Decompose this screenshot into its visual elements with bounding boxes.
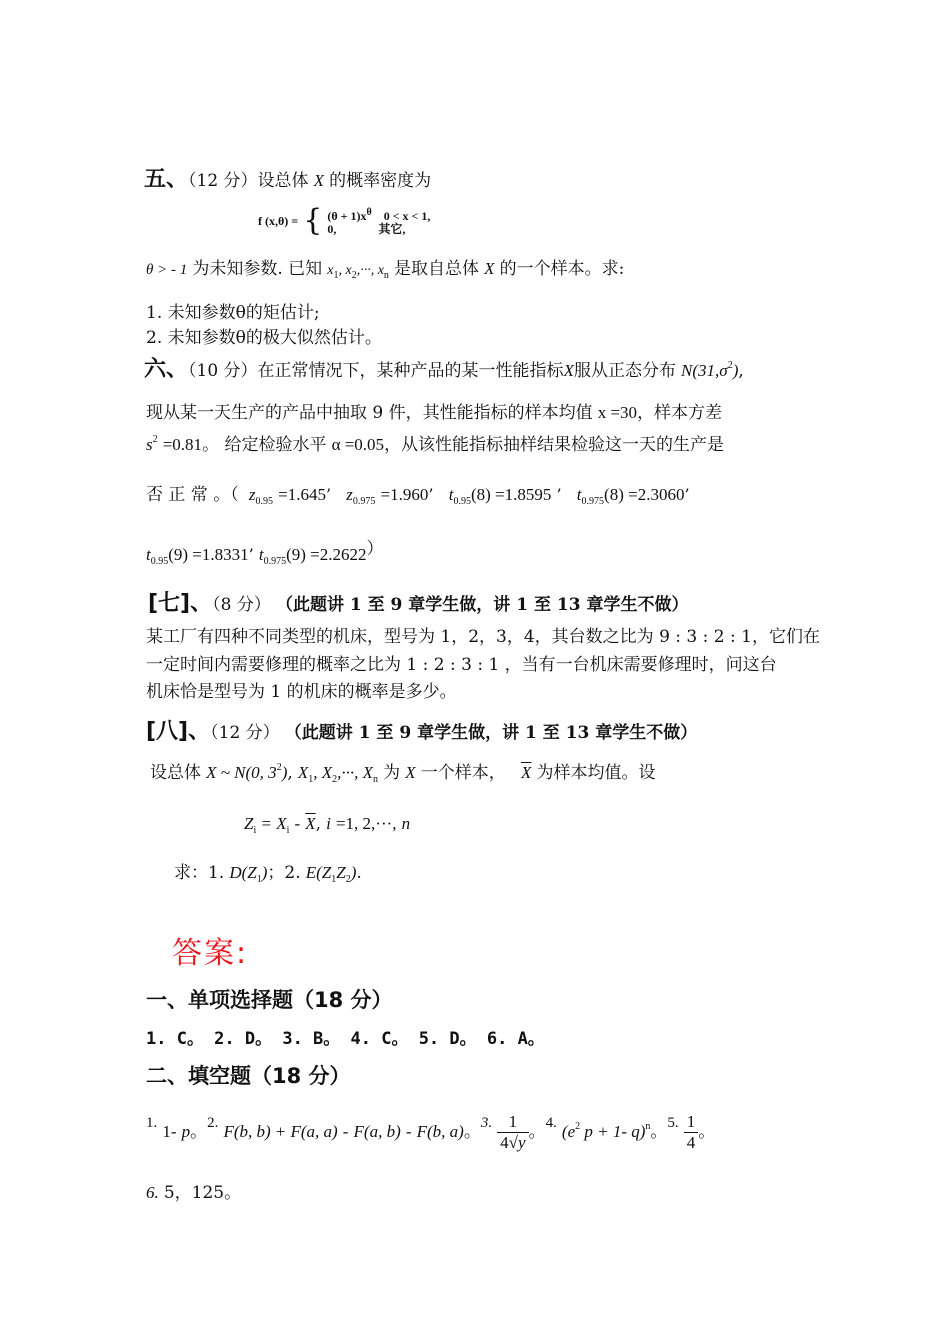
q7-line1: 某工厂有四种不同类型的机床，型号为 1，2，3，4，其台数之比为 9 : 3 : 2 : 1，它们在 [146, 627, 820, 647]
q8-score: （12 分） [210, 723, 280, 743]
q6-header: 六、（10 分）在正常情况下，某种产品的某一性能指标X服从正态分布 $N(31,\sigma^2)$, [144, 357, 744, 382]
z-0975-value: =1.960 [380, 485, 429, 504]
density-lhs: f (x,θ) = [258, 214, 299, 228]
t-095-8: $t_{0.95}$ [448, 485, 471, 507]
q5-header-text: （12 分）设总体 [188, 171, 309, 191]
q8-line1-a: 设总体 [150, 763, 201, 783]
density-cases [327, 206, 430, 236]
q5-population: X [484, 259, 495, 278]
q6-alpha: α =0.05 [331, 435, 385, 454]
q5-number: 五、 [144, 167, 189, 192]
q5-line2 [146, 254, 624, 281]
q6-line2-text: 现从某一天生产的产品中抽取 9 件，其性能指标的样本均值 [146, 403, 593, 423]
t-095-9: $t_{0.95}$ [146, 545, 169, 567]
answers-section1-answers: 1. C。 2. D。 3. B。 4. C。 5. D。 6. A。 [146, 1029, 545, 1049]
z-095: $z_{0.95}$ [248, 485, 274, 507]
answers-fill-line2: 6. 5，125。 [146, 1183, 242, 1203]
q7-note: （此题讲 1 至 9 章学生做，讲 1 至 13 章学生不做） [275, 595, 689, 615]
q8-line1-d: 为样本均值。设 [536, 763, 656, 783]
t-095-9-value: (9) =1.8331 [168, 545, 249, 564]
answer5-fraction: $\frac{1}{4}$ [684, 1112, 699, 1153]
q8-ask: 求：1. $D(Z_1)$；2. $E(Z_1Z_2)$. [174, 863, 362, 885]
answers-fill-line1: 1. 1- p。2. F(b, b) + F(a, a) - F(a, b) - F(b, a)。3. $\frac{1}{4√y}$ 。4. ($e^2$ p + 1- q)$^n$。5. $\frac{1}{4}$ 。 [146, 1112, 716, 1152]
q5-variable: X [313, 171, 325, 190]
answers-section2: 二、填空题（18 分） [146, 1064, 351, 1088]
z-095-value: =1.645 [278, 485, 326, 504]
sample-vars: $x_1$, $x_2,\cdot\cdot\cdot$, $x_n$ [327, 263, 389, 281]
q8-ask-text: 求：1. [174, 863, 225, 883]
q8-header [146, 714, 697, 745]
q7-number: [七]、 [148, 591, 213, 616]
q7-score: （8 分） [212, 595, 271, 615]
q8-ask-1: $D(Z_1)$ [229, 863, 268, 885]
q6-line2 [146, 398, 722, 423]
q6-line4-text: 否 正 常 。（ [146, 485, 239, 505]
z-0975: $z_{0.975}$ [346, 485, 376, 507]
q6-normal-dist: $N(31,\sigma^2)$ [681, 360, 739, 380]
q8-sample-mean: $\overline{X}$ [520, 763, 532, 782]
q7-line3: 机床恰是型号为 1 的机床的概率是多少。 [146, 682, 457, 702]
q7-header [148, 586, 688, 617]
t-095-8-value: (8) =1.8595 [470, 485, 552, 504]
brace-symbol: { [303, 203, 323, 238]
q8-number: [八]、 [146, 719, 211, 744]
answer6: 5，125。 [163, 1183, 242, 1203]
q6-line4: 否 正 常 。（ $z_{0.95} =1.645$’ $z_{0.975} =1.960$’ $t_{0.95}(8) =1.8595$ ’ $t_{0.975}(8) =2.3060$’ [146, 485, 690, 507]
case2-condition: 其它, [378, 221, 406, 236]
q6-line5: $t_{0.95}(9) =1.8331$’ $t_{0.975}(9) =2.2622$） [146, 539, 384, 567]
q8-line1: 设总体 X ~ N(0, $3^2$), $X_1$, $X_2,\cdot\cdot\cdot$, $X_n$ 为 X 一个样本， $\overline{X}$ 为样本均值。设 [150, 762, 656, 785]
q5-line2-b: 是取自总体 [394, 259, 479, 279]
answers-section1: 一、单项选择题（18 分） [146, 988, 393, 1012]
theta-condition: θ > - 1 [146, 262, 188, 278]
q8-population: X ~ N(0, $3^2$) [206, 762, 288, 782]
case1-condition: 0 < x < 1, [383, 208, 431, 223]
q5-item2: 2. 未知参数θ的极大似然估计。 [146, 328, 382, 348]
q6-mean: x =30 [597, 403, 638, 422]
q8-z-definition: $Z_i = X_i - \overline{X}$, i =1, 2,···, n [244, 814, 411, 836]
q5-header-text2: 的概率密度为 [329, 171, 432, 191]
q8-line1-b: 为 [383, 763, 401, 783]
t-0975-8: $t_{0.975}$ [576, 485, 605, 507]
q6-variable: X [563, 361, 574, 380]
q5-header [144, 162, 431, 193]
q5-line2-a: 为未知参数. 已知 [192, 259, 323, 279]
q8-sample: $X_1$, $X_2,\cdot\cdot\cdot$, $X_n$ [297, 763, 379, 785]
q6-line3-b: ，从该性能指标抽样结果检验这一天的生产是 [384, 435, 725, 455]
case1: (θ + 1)x [327, 208, 367, 223]
q6-line2-b: ，样本方差 [637, 403, 723, 423]
q5-line2-c: 的一个样本。求: [499, 259, 625, 279]
t-0975-9-value: (9) =2.2622 [286, 545, 367, 564]
q6-header-text: （10 分）在正常情况下，某种产品的某一性能指标 [188, 361, 564, 381]
q8-line1-c: 一个样本， [420, 763, 506, 783]
case2: 0, [327, 221, 337, 236]
t-0975-9: $t_{0.975}$ [258, 545, 287, 567]
q5-item1: 1. 未知参数θ的矩估计; [146, 303, 320, 323]
answers-title: 答案: [172, 936, 249, 971]
case1-exp: θ [366, 206, 372, 218]
answer3-fraction: $\frac{1}{4√y}$ [497, 1112, 528, 1153]
q6-header-text2: 服从正态分布 [573, 361, 676, 381]
q6-number: 六、 [144, 357, 189, 382]
q8-ask-2-label: ；2. [267, 863, 301, 883]
q8-ask-2: $E(Z_1Z_2)$ [305, 863, 357, 885]
q8-population-var: X [405, 763, 416, 782]
q6-variance-value: =0.81 [162, 435, 203, 454]
q6-line3 [146, 430, 724, 455]
q6-variance-symbol: $s^2$ [146, 434, 158, 454]
q5-density-formula [258, 203, 430, 238]
q8-note: （此题讲 1 至 9 章学生做，讲 1 至 13 章学生不做） [284, 723, 698, 743]
q7-line2: 一定时间内需要修理的概率之比为 1 : 2 : 3 : 1 ，当有一台机床需要修理时，问这台 [146, 655, 777, 675]
q6-line3-text: 。 给定检验水平 [202, 435, 327, 455]
t-0975-8-value: (8) =2.3060 [604, 485, 685, 504]
